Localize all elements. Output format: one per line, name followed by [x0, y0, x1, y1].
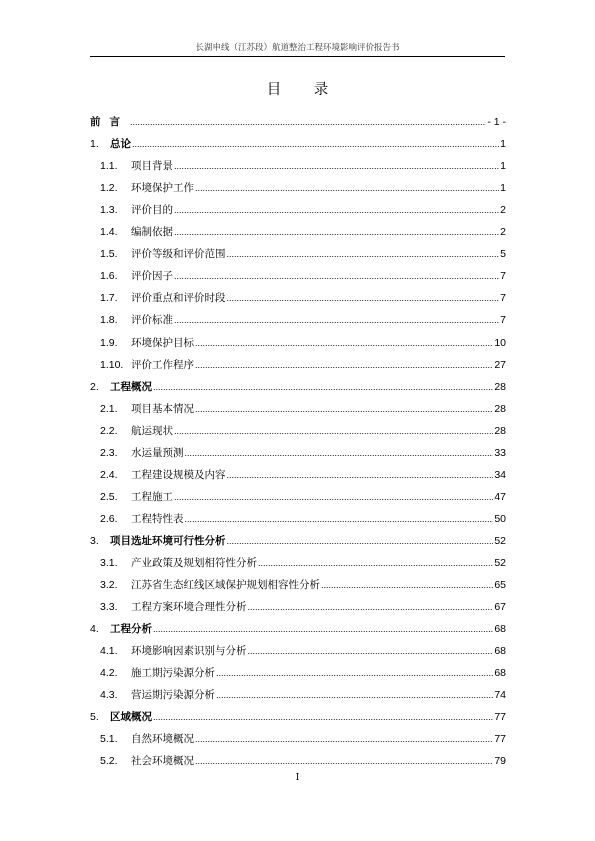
toc-subentry[interactable] [90, 304, 506, 326]
toc-page-number: 65 [494, 579, 506, 592]
toc-number: 5.2. [100, 755, 118, 768]
toc-title-text: 评价因子 [131, 270, 173, 283]
toc-number: 1.10. [100, 358, 124, 371]
dot-leader [174, 270, 499, 282]
toc-entry[interactable] [90, 128, 506, 150]
toc-page-number: 1 [500, 182, 506, 195]
toc-subentry[interactable] [90, 282, 506, 304]
dot-leader [195, 733, 493, 745]
toc-title-text: 评价等级和评价范围 [131, 248, 226, 261]
toc-title-text: 评价重点和评价时段 [131, 292, 226, 305]
toc-page-number: 52 [494, 534, 506, 547]
toc-subentry[interactable] [90, 745, 506, 767]
toc-page-number: 68 [494, 623, 506, 636]
toc-title-text: 航运现状 [131, 424, 173, 437]
toc-subentry[interactable] [90, 393, 506, 415]
dot-leader [185, 447, 494, 459]
toc-number: 1.8. [100, 314, 118, 327]
toc-number: 2.3. [100, 446, 118, 459]
toc-page-number: 1 [500, 160, 506, 173]
toc-title-text: 工程特性表 [131, 512, 184, 525]
toc-number: 3. [90, 534, 99, 547]
table-of-contents [90, 106, 506, 767]
toc-number: 1.5. [100, 248, 118, 261]
toc-subentry[interactable] [90, 260, 506, 282]
toc-subentry[interactable] [90, 238, 506, 260]
dot-leader [227, 248, 500, 260]
toc-title-text: 评价目的 [131, 204, 173, 217]
toc-title-text: 环境保护目标 [131, 336, 194, 349]
toc-number: 5. [90, 711, 99, 724]
toc-number: 2.6. [100, 512, 118, 525]
toc-title-text: 项目背景 [131, 160, 173, 173]
toc-number: 4.1. [100, 645, 118, 658]
toc-page-number: 28 [494, 402, 506, 415]
dot-leader [195, 337, 493, 349]
toc-subentry[interactable] [90, 635, 506, 657]
toc-subentry[interactable] [90, 326, 506, 348]
toc-page-number: 50 [494, 512, 506, 525]
toc-title-text: 工程概况 [110, 380, 152, 393]
toc-page-number: 47 [494, 490, 506, 503]
dot-leader [216, 689, 493, 701]
toc-page-number: 67 [494, 601, 506, 614]
toc-title-text: 江苏省生态红线区域保护规划相容性分析 [131, 579, 320, 592]
toc-entry[interactable] [90, 371, 506, 393]
toc-title-text: 营运期污染源分析 [131, 689, 215, 702]
toc-title-text: 自然环境概况 [131, 733, 194, 746]
page-number: I [295, 773, 300, 783]
toc-number: 4.3. [100, 689, 118, 702]
toc-entry[interactable] [90, 525, 506, 547]
toc-number: 3.1. [100, 556, 118, 569]
toc-title: 目 录 [266, 82, 343, 98]
toc-subentry[interactable] [90, 172, 506, 194]
toc-number: 4.2. [100, 667, 118, 680]
toc-page-number: 27 [494, 358, 506, 371]
toc-title-text: 前言 [90, 116, 129, 129]
dot-leader [321, 579, 493, 591]
toc-subentry[interactable] [90, 547, 506, 569]
toc-title-text: 工程方案环境合理性分析 [131, 601, 247, 614]
toc-subentry[interactable] [90, 657, 506, 679]
toc-number: 2. [90, 380, 99, 393]
toc-title-text: 评价工作程序 [131, 358, 194, 371]
toc-number: 1.3. [100, 204, 118, 217]
dot-leader [195, 403, 493, 415]
toc-title-text: 社会环境概况 [131, 755, 194, 768]
toc-title-text: 施工期污染源分析 [131, 667, 215, 680]
toc-page-number: 5 [500, 248, 506, 261]
toc-title-text: 工程施工 [131, 490, 173, 503]
toc-subentry[interactable] [90, 349, 506, 371]
dot-leader [227, 292, 500, 304]
toc-title-text: 工程分析 [110, 623, 152, 636]
dot-leader [195, 359, 493, 371]
toc-number: 2.5. [100, 490, 118, 503]
dot-leader [130, 116, 486, 128]
toc-title-text: 评价标准 [131, 314, 173, 327]
running-header: 长湖申线（江苏段）航道整治工程环境影响评价报告书 [195, 43, 400, 53]
toc-page-number: 77 [494, 733, 506, 746]
toc-title-text: 环境保护工作 [131, 182, 194, 195]
toc-subentry[interactable] [90, 481, 506, 503]
toc-title-text: 产业政策及规划相符性分析 [131, 556, 257, 569]
dot-leader [174, 491, 493, 503]
dot-leader [153, 623, 493, 635]
toc-subentry[interactable] [90, 415, 506, 437]
dot-leader [195, 755, 493, 767]
toc-entry[interactable] [90, 613, 506, 635]
toc-page-number: 68 [494, 645, 506, 658]
toc-page-number: 79 [494, 755, 506, 768]
toc-number: 2.1. [100, 402, 118, 415]
toc-subentry[interactable] [90, 591, 506, 613]
toc-subentry[interactable] [90, 723, 506, 745]
toc-number: 5.1. [100, 733, 118, 746]
toc-number: 3.2. [100, 579, 118, 592]
toc-number: 1.1. [100, 160, 118, 173]
toc-page-number: 7 [500, 270, 506, 283]
toc-title-text: 区域概况 [110, 711, 152, 724]
toc-entry[interactable] [90, 701, 506, 723]
toc-page-number: 10 [494, 336, 506, 349]
toc-page-number: 34 [494, 468, 506, 481]
toc-subentry[interactable] [90, 437, 506, 459]
toc-title-text: 总论 [110, 138, 131, 151]
toc-page-number: - 1 - [487, 116, 506, 129]
dot-leader [174, 425, 493, 437]
toc-page-number: 68 [494, 667, 506, 680]
dot-leader [248, 601, 494, 613]
toc-title-text: 水运量预测 [131, 446, 184, 459]
toc-title-text: 环境影响因素识别与分析 [131, 645, 247, 658]
dot-leader [227, 469, 494, 481]
dot-leader [153, 711, 493, 723]
toc-title-text: 项目基本情况 [131, 402, 194, 415]
header-rule [90, 56, 505, 57]
toc-page-number: 2 [500, 226, 506, 239]
toc-subentry[interactable] [90, 679, 506, 701]
toc-page-number: 7 [500, 314, 506, 327]
toc-subentry[interactable] [90, 459, 506, 481]
toc-subentry[interactable] [90, 503, 506, 525]
toc-subentry[interactable] [90, 194, 506, 216]
toc-page-number: 2 [500, 204, 506, 217]
dot-leader [195, 182, 499, 194]
toc-page-number: 74 [494, 689, 506, 702]
toc-page-number: 1 [500, 138, 506, 151]
toc-subentry[interactable] [90, 150, 506, 172]
dot-leader [174, 160, 499, 172]
dot-leader [248, 645, 494, 657]
dot-leader [185, 513, 494, 525]
toc-subentry[interactable] [90, 569, 506, 591]
toc-page-number: 7 [500, 292, 506, 305]
dot-leader [227, 535, 494, 547]
toc-page-number: 28 [494, 424, 506, 437]
toc-page-number: 33 [494, 446, 506, 459]
toc-number: 4. [90, 623, 99, 636]
toc-title-text: 项目选址环境可行性分析 [110, 534, 226, 547]
toc-subentry[interactable] [90, 216, 506, 238]
toc-number: 3.3. [100, 601, 118, 614]
dot-leader [174, 204, 499, 216]
toc-entry[interactable] [90, 106, 506, 128]
toc-page-number: 77 [494, 711, 506, 724]
dot-leader [216, 667, 493, 679]
dot-leader [153, 381, 493, 393]
dot-leader [174, 314, 499, 326]
toc-number: 1.6. [100, 270, 118, 283]
toc-page-number: 28 [494, 380, 506, 393]
toc-title-text: 编制依据 [131, 226, 173, 239]
toc-number: 1.7. [100, 292, 118, 305]
toc-page-number: 52 [494, 556, 506, 569]
toc-number: 2.4. [100, 468, 118, 481]
toc-number: 1.2. [100, 182, 118, 195]
toc-title-text: 工程建设规模及内容 [131, 468, 226, 481]
toc-number: 1.4. [100, 226, 118, 239]
dot-leader [132, 138, 499, 150]
toc-number: 1.9. [100, 336, 118, 349]
dot-leader [258, 557, 493, 569]
toc-number: 2.2. [100, 424, 118, 437]
dot-leader [174, 226, 499, 238]
toc-number: 1. [90, 138, 99, 151]
